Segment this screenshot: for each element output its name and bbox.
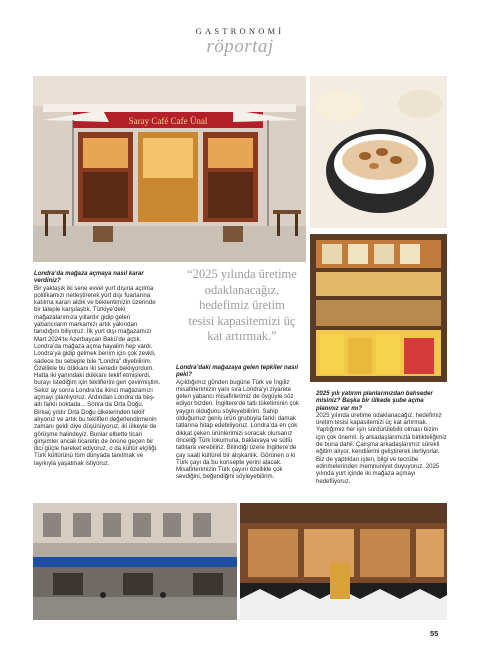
interview-column-3 <box>316 390 448 485</box>
shop-shelves-photo <box>310 234 447 382</box>
interview-question: Londra’daki mağazaya gelen tepkiler nasıl peki? <box>176 364 298 379</box>
interview-answer: Açıldığımız günden bugüne Türk ve İngiliz misafirlerimizin yanı sıra Londra’yı ziyarete gelen yabancı misafirlerimiz de övgüyle söz ediyor bizden. İngiltere’de tatlı tüketiminin çok yaygın olduğunu söyleyebilirim. Sahip olduğumuz geniş ürün grubuyla farklı damak tatlarına hitap edebiliyoruz. Londra’da en çok dikkat çeken ürünlerimizi soracak olursanız önceliği Türk lokumuna, baklavaya ve sütlü tatlılara verebiliriz. Bilindiği üzere İngiltere’de çay saati kültürel bir alışkanlık. Görünen o ki Türk çayı da bu konsepte yerini alacak. Misafirlerimizin Türk çayını özellikle çok sevdiğini, beğendiğini söyleyebilirim. <box>176 378 299 481</box>
interview-answer: 2025 yılında üretime odaklanacağız, hedefimiz üretim tesisi kapasitemizi üç kat artırmak. Yaptığımız her işin sürdürülebilir olması bizim için çok önemli. İş arkadaşlarımızla birlikteliğimiz de buna dahil. Çalışma arkadaşlarımız sürekli eğitim alıyor, kendilerini geliştirerek ilerliyorlar. Biz de yaptıkları işten, bilgi ve tecrübe edinmelerinden memnuniyet duyuyoruz. 2025 yılında yurt içinde iki mağaza açmayı hedefliyoruz. <box>316 411 447 485</box>
london-street-photo <box>33 503 237 620</box>
store-interior-photo <box>240 503 447 620</box>
interview-question: 2025 yılı yatırım planlarınızdan bahseder misiniz? Başka bir ülkede şube açma planınız var mı? <box>316 390 433 412</box>
interview-answer: Bir yaklaşık iki sene evvel yurt dışına açılma politikamızı netleştirerek yurt dışı fuarlarına katılma kararı aldık ve beklentimizin üzerinde bir taleple karşılaştık. Türkiye’deki mağazalarımıza yıllardır gidip gelen yabancıların markamızı artık yakından tanıdığını biliyoruz. İlk yurt dışı mağazamızı Mart 2024’te Azerbaycan Bakü’de açtık. Londra’da mağaza açma hayalim hep vardı. Londra’ya gidip gelmek benim için çok zevkli, sadece bu sebeple bile “Londra” diyebilirim. Özellikle bu dükkanı iki senedir bekliyordum. Hatta iki yanındaki dükkanı teklif etmişlerdi, burayı istediğim için tekliflerini geri çevirmiştim. Sekiz ay sonra Londra’da ikinci mağazamızı açmayı planlıyoruz. Ardından Londra’da beş-altı farklı noktada... Sonra da Orta Doğu. Birkaç yıldır Orta Doğu ülkelerinden teklif alıyoruz ve artık bu teklifleri değerlendirmenin zamanı geldi diye düşünüyoruz, iki ülkeyle de görüşme halindeyiz. Bunlar elbette ticari girişimler ancak ticaretin de önüne geçen bir itici güçle hareket ediyoruz, o da kültür elçiliği. Türk kültürünü tüm dünyada tanıtmak ve layıkıyla yaşatmak istiyoruz. <box>34 284 161 467</box>
storefront-sign: Saray Café Cafe Ünal <box>128 116 208 126</box>
interview-column-1 <box>34 270 162 467</box>
interview-question: Londra’da mağaza açmaya nasıl karar verdiniz? <box>34 270 144 285</box>
section-subtitle: röportaj <box>206 36 274 57</box>
interview-column-2 <box>176 364 306 481</box>
page-number: 55 <box>430 629 439 638</box>
storefront-photo <box>33 76 306 262</box>
pull-quote: “2025 yılında üretime odaklanacağız, hedefimiz üretim tesisi kapasitemizi üç kat artırmak.” <box>187 267 297 344</box>
dessert-bowl-photo <box>310 76 447 228</box>
section-kicker: GASTRONOMİ <box>195 26 285 36</box>
